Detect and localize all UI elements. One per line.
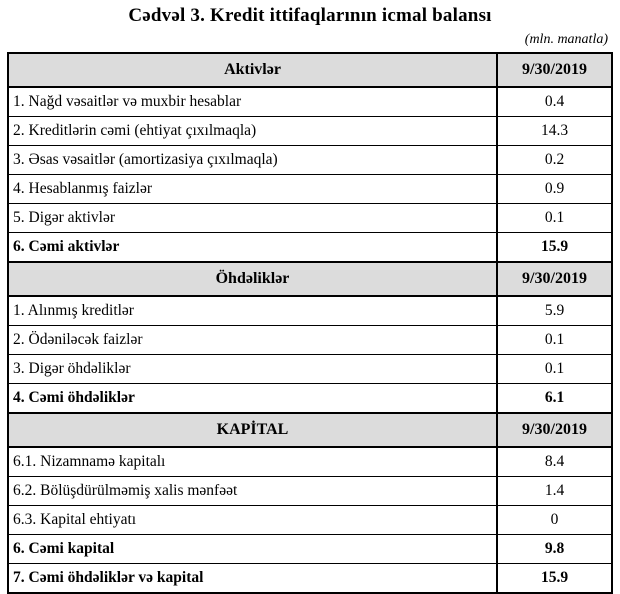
row-label: 4. Hesablanmış faizlər <box>8 175 497 204</box>
date-column-header: 9/30/2019 <box>497 413 612 447</box>
table-row-total <box>8 233 612 263</box>
row-value: 6.1 <box>497 384 612 414</box>
section-header-row <box>8 262 612 296</box>
row-label: 6.1. Nizamnamə kapitalı <box>8 447 497 477</box>
section-title: Aktivlər <box>8 53 497 87</box>
table-row <box>8 477 612 506</box>
row-label: 6. Cəmi kapital <box>8 535 497 564</box>
page-title: Cədvəl 3. Kredit ittifaqlarının icmal balansı <box>128 5 492 26</box>
table-row-total <box>8 564 612 594</box>
table-row <box>8 87 612 117</box>
date-column-header: 9/30/2019 <box>497 53 612 87</box>
section-header-row <box>8 413 612 447</box>
table-row-total <box>8 384 612 414</box>
balance-sheet-table <box>7 52 613 594</box>
table-row <box>8 296 612 326</box>
row-value: 0.4 <box>497 87 612 117</box>
row-label: 2. Kreditlərin cəmi (ehtiyat çıxılmaqla) <box>8 117 497 146</box>
unit-note: (mln. manatla) <box>524 32 608 47</box>
section-title: Öhdəliklər <box>8 262 497 296</box>
section-header-row <box>8 53 612 87</box>
section-title: KAPİTAL <box>8 413 497 447</box>
row-value: 8.4 <box>497 447 612 477</box>
row-label: 7. Cəmi öhdəliklər və kapital <box>8 564 497 594</box>
table-row <box>8 204 612 233</box>
row-label: 5. Digər aktivlər <box>8 204 497 233</box>
row-label: 1. Alınmış kreditlər <box>8 296 497 326</box>
row-value: 9.8 <box>497 535 612 564</box>
row-value: 5.9 <box>497 296 612 326</box>
row-value: 0.9 <box>497 175 612 204</box>
date-column-header: 9/30/2019 <box>497 262 612 296</box>
row-label: 6. Cəmi aktivlər <box>8 233 497 263</box>
row-value: 0 <box>497 506 612 535</box>
row-value: 0.1 <box>497 204 612 233</box>
row-label: 3. Əsas vəsaitlər (amortizasiya çıxılmaqla) <box>8 146 497 175</box>
row-label: 2. Ödəniləcək faizlər <box>8 326 497 355</box>
table-row <box>8 447 612 477</box>
row-value: 0.2 <box>497 146 612 175</box>
row-value: 15.9 <box>497 233 612 263</box>
row-label: 6.2. Bölüşdürülməmiş xalis mənfəət <box>8 477 497 506</box>
table-row-total <box>8 535 612 564</box>
row-label: 3. Digər öhdəliklər <box>8 355 497 384</box>
row-value: 15.9 <box>497 564 612 594</box>
row-label: 4. Cəmi öhdəliklər <box>8 384 497 414</box>
row-value: 0.1 <box>497 355 612 384</box>
table-row <box>8 326 612 355</box>
table-row <box>8 117 612 146</box>
table-row <box>8 146 612 175</box>
row-value: 1.4 <box>497 477 612 506</box>
row-label: 1. Nağd vəsaitlər və muxbir hesablar <box>8 87 497 117</box>
row-value: 0.1 <box>497 326 612 355</box>
table-row <box>8 355 612 384</box>
row-value: 14.3 <box>497 117 612 146</box>
row-label: 6.3. Kapital ehtiyatı <box>8 506 497 535</box>
table-row <box>8 175 612 204</box>
table-row <box>8 506 612 535</box>
